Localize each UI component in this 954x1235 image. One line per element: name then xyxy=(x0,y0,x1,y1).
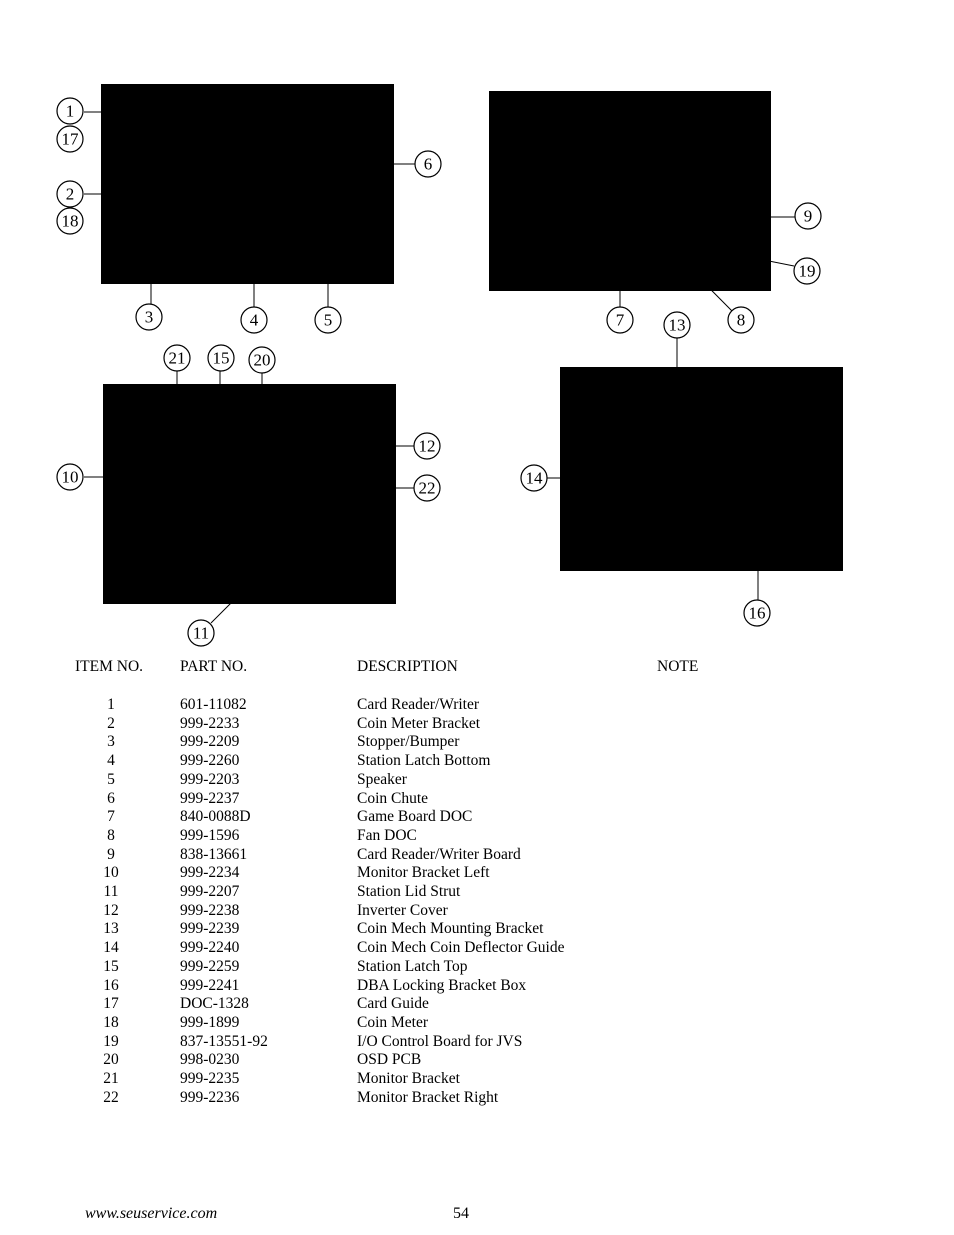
item-number: 4 xyxy=(107,752,115,770)
part-description: Station Latch Bottom xyxy=(357,752,491,770)
callout-label: 11 xyxy=(192,623,210,643)
table-row xyxy=(0,977,954,996)
callout-label: 10 xyxy=(61,467,79,487)
part-description: Card Reader/Writer xyxy=(357,696,480,713)
part-description: Coin Mech Coin Deflector Guide xyxy=(357,939,565,957)
callout-label: 14 xyxy=(525,468,543,488)
part-description: Coin Chute xyxy=(357,789,429,807)
table-row xyxy=(0,1089,954,1108)
part-number: 998-0230 xyxy=(180,1051,240,1069)
table-row xyxy=(0,1014,954,1033)
part-number: 999-2236 xyxy=(180,1088,240,1106)
part-number: DOC-1328 xyxy=(180,995,249,1013)
table-row xyxy=(0,771,954,790)
item-number: 6 xyxy=(107,789,115,807)
part-description: Card Reader/Writer Board xyxy=(357,845,521,863)
item-number: 5 xyxy=(107,770,115,788)
callout-label: 19 xyxy=(798,261,816,281)
part-description: Monitor Bracket Left xyxy=(357,864,490,882)
item-number: 7 xyxy=(107,808,115,826)
part-description: Game Board DOC xyxy=(357,808,473,826)
footer-website: www.seuservice.com xyxy=(85,1205,218,1222)
page-number: 54 xyxy=(453,1205,469,1222)
table-row xyxy=(0,733,954,752)
header-description: DESCRIPTION xyxy=(357,658,458,675)
photo-panel-bottom-right xyxy=(560,367,843,571)
part-number: 999-2241 xyxy=(180,976,240,994)
part-number: 999-2239 xyxy=(180,920,240,938)
item-number: 21 xyxy=(103,1070,119,1087)
table-row xyxy=(0,715,954,734)
callout-label: 3 xyxy=(144,307,154,327)
header-part-no: PART NO. xyxy=(180,658,248,675)
table-row xyxy=(0,846,954,865)
item-number: 2 xyxy=(107,714,115,732)
part-number: 999-2237 xyxy=(180,789,240,807)
table-row xyxy=(0,1051,954,1070)
callout-label: 13 xyxy=(668,315,686,335)
table-row xyxy=(0,864,954,883)
item-number: 17 xyxy=(103,995,119,1013)
part-description: I/O Control Board for JVS xyxy=(357,1032,523,1050)
part-number: 999-2238 xyxy=(180,901,240,919)
part-number: 999-2240 xyxy=(180,939,240,957)
callout-label: 21 xyxy=(168,348,186,368)
part-number: 999-2207 xyxy=(180,883,240,900)
part-number: 999-1899 xyxy=(180,1013,240,1031)
table-row xyxy=(0,958,954,977)
table-row xyxy=(0,1070,954,1089)
part-number: 999-2233 xyxy=(180,714,240,732)
part-description: Station Lid Strut xyxy=(357,883,461,900)
table-row xyxy=(0,995,954,1014)
callout-label: 5 xyxy=(323,310,333,330)
item-number: 10 xyxy=(103,864,119,882)
item-number: 13 xyxy=(103,920,119,938)
callout-label: 20 xyxy=(253,350,271,370)
table-row xyxy=(0,1033,954,1052)
callout-label: 17 xyxy=(61,129,79,149)
callout-label: 1 xyxy=(65,101,75,121)
callout-label: 15 xyxy=(212,348,230,368)
table-row xyxy=(0,827,954,846)
table-row xyxy=(0,696,954,715)
item-number: 20 xyxy=(103,1051,119,1069)
table-row xyxy=(0,790,954,809)
header-note: NOTE xyxy=(657,658,699,675)
callout-label: 7 xyxy=(615,310,625,330)
item-number: 16 xyxy=(103,976,119,994)
part-number: 837-13551-92 xyxy=(180,1032,268,1050)
part-number: 999-2235 xyxy=(180,1070,240,1087)
item-number: 3 xyxy=(107,733,115,751)
part-number: 840-0088D xyxy=(180,808,251,826)
part-number: 601-11082 xyxy=(180,696,247,713)
callout-label: 9 xyxy=(803,206,813,226)
part-description: Coin Meter Bracket xyxy=(357,714,481,732)
part-number: 999-1596 xyxy=(180,826,240,844)
photo-panel-top-left xyxy=(101,84,394,284)
item-number: 19 xyxy=(103,1032,119,1050)
callout-label: 4 xyxy=(249,310,259,330)
part-description: Card Guide xyxy=(357,995,429,1013)
part-description: Stopper/Bumper xyxy=(357,733,460,751)
item-number: 18 xyxy=(103,1013,119,1031)
part-description: Monitor Bracket Right xyxy=(357,1088,499,1106)
callout-label: 18 xyxy=(61,211,79,231)
item-number: 8 xyxy=(107,826,115,844)
callout-label: 12 xyxy=(418,436,436,456)
part-description: Coin Meter xyxy=(357,1013,429,1031)
part-number: 999-2260 xyxy=(180,752,240,770)
part-description: Fan DOC xyxy=(357,826,417,844)
table-row xyxy=(0,920,954,939)
callout-label: 2 xyxy=(65,184,75,204)
callout-label: 22 xyxy=(418,478,436,498)
part-number: 999-2259 xyxy=(180,957,240,975)
item-number: 14 xyxy=(103,939,119,957)
part-number: 838-13661 xyxy=(180,845,248,863)
item-number: 12 xyxy=(103,901,119,919)
table-row xyxy=(0,939,954,958)
part-description: Station Latch Top xyxy=(357,957,468,975)
part-description: Inverter Cover xyxy=(357,901,448,919)
item-number: 22 xyxy=(103,1088,119,1106)
item-number: 9 xyxy=(107,845,115,863)
part-description: Speaker xyxy=(357,770,407,788)
photo-panel-bottom-left xyxy=(103,384,396,604)
item-number: 1 xyxy=(107,696,115,713)
header-item-no: ITEM NO. xyxy=(75,658,144,675)
table-row xyxy=(0,808,954,827)
table-row xyxy=(0,752,954,771)
table-row xyxy=(0,902,954,921)
part-number: 999-2234 xyxy=(180,864,240,882)
photo-panel-top-right xyxy=(489,91,771,291)
part-number: 999-2209 xyxy=(180,733,240,751)
part-description: Coin Mech Mounting Bracket xyxy=(357,920,544,938)
item-number: 11 xyxy=(103,883,119,900)
part-description: OSD PCB xyxy=(357,1051,422,1069)
part-description: DBA Locking Bracket Box xyxy=(357,976,527,994)
callout-label: 8 xyxy=(736,310,746,330)
callout-label: 6 xyxy=(423,154,433,174)
callout-label: 16 xyxy=(748,603,766,623)
item-number: 15 xyxy=(103,957,119,975)
part-number: 999-2203 xyxy=(180,770,240,788)
table-row xyxy=(0,883,954,902)
part-description: Monitor Bracket xyxy=(357,1070,460,1087)
